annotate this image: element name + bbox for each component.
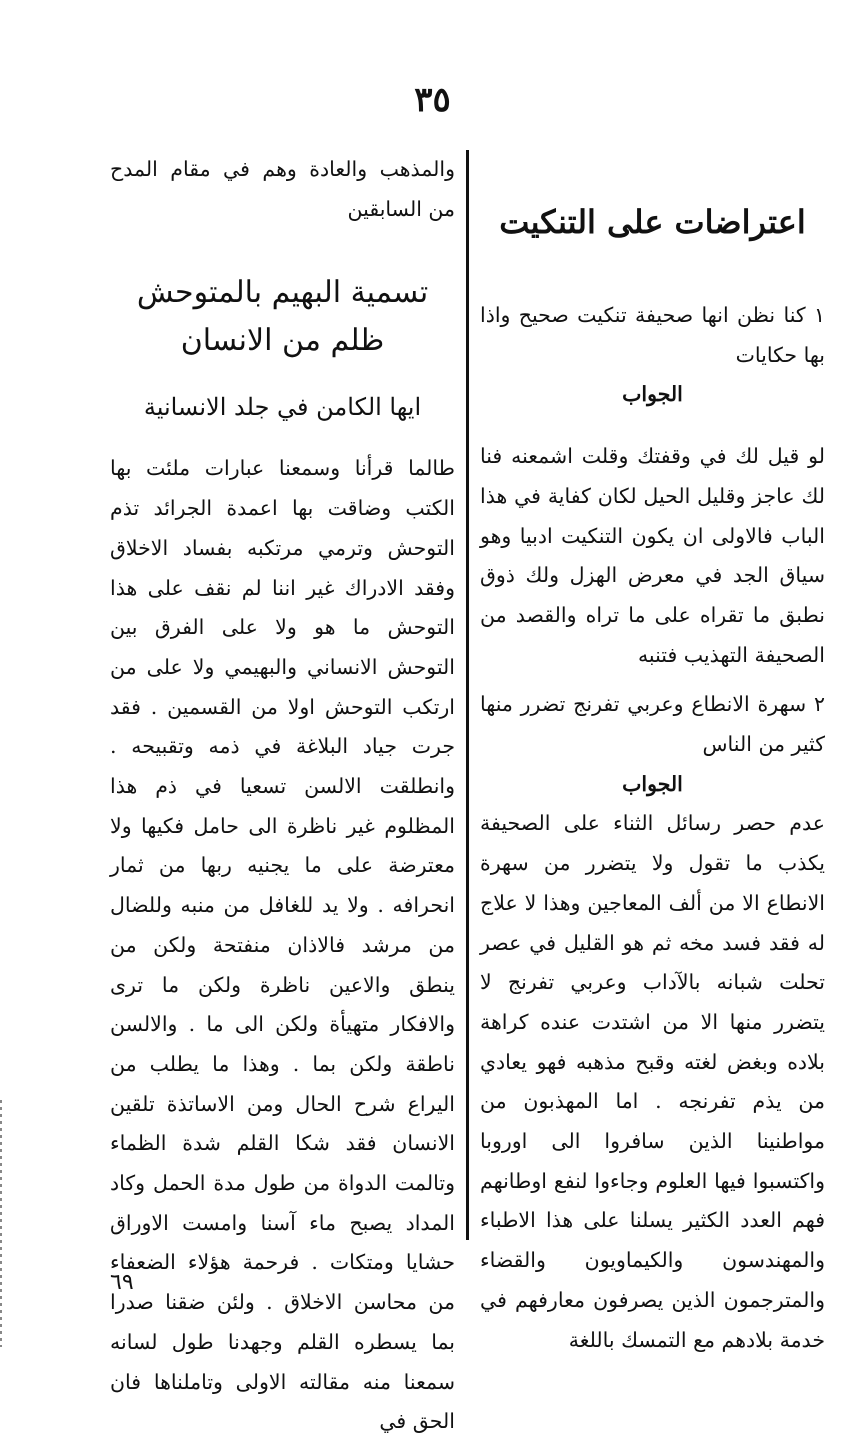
answer-label-1: الجواب (622, 382, 683, 407)
scan-edge-mark (0, 1100, 2, 1347)
left-column (110, 150, 455, 1442)
page-number-bottom: ٦٩ (110, 1270, 134, 1295)
article-heading-objections: اعتراضات على التنكيت (499, 203, 806, 241)
question-2: ٢ سهرة الانطاع وعربي تفرنج تضرر منها كثير من الناس (480, 692, 825, 757)
page-number-top: ٣٥ (414, 80, 451, 120)
right-column (480, 150, 825, 1360)
answer-label-2: الجواب (622, 771, 683, 796)
answer-2: عدم حصر رسائل الثناء على الصحيفة يكذب ما تقول ولا يتضرر من سهرة الانطاع الا من ألف المعاجين وهذا لا علاج له فقد فسد مخه ثم هو القليل في عصر تحلت شبانه بالآداب وعربي تفرنج لا يتضرر منها الا من اشتدت عنده كراهة بلاده وبغض لغته وقبح مذهبه فهو يعادي من يذم تفرنجه . اما المهذبون من مواطنينا الذين سافروا الى اوروبا واكتسبوا فيها العلوم وجاءوا لنفع اوطانهم فهم العدد الكثير يسلنا على هذا الاطباء والمهندسون والكيماويون والقضاء والمترجمون الذين يصرفون معارفهم في خدمة بلادهم مع التمسك باللغة (480, 811, 825, 1352)
article-subtitle: ايها الكامن في جلد الانسانية (143, 393, 422, 422)
article-title-line-1: تسمية البهيم بالمتوحش (136, 275, 429, 311)
continuation-text: والمذهب والعادة وهم في مقام المدح من السابقين (110, 157, 455, 221)
answer-1: لو قيل لك في وقفتك وقلت اشمعنه فنا لك عاجز وقليل الحيل لكان كفاية في هذا الباب فالاولى ان يكون التنكيت ادبيا وهو سياق الجد في معرض الهزل ولك ذوق نطبق ما تقراه على ما تراه والقصد من الصحيفة التهذيب فتنبه (480, 444, 825, 667)
column-divider (466, 150, 469, 1240)
article-title-line-2: ظلم من الانسان (180, 323, 385, 359)
article-body: طالما قرأنا وسمعنا عبارات ملئت بها الكتب وضاقت بها اعمدة الجرائد تذم التوحش وترمي مرتكبه بفساد الاخلاق وفقد الادراك غير اننا لم نقف على هذا التوحش ما هو ولا على الفرق بين التوحش الانساني والبهيمي ولا على من ارتكب التوحش اولا من القسمين . فقد جرت جياد البلاغة في ذمه وتقبيحه . وانطلقت الالسن تسعيا في ذم هذا المظلوم غير ناظرة الى حامل فكيها ولا معترضة على ما يجنيه ربها من ثمار انحرافه . ولا يد للغافل من منبه وللضال من مرشد فالاذان منفتحة ولكن من ينطق والاعين ناظرة ولكن ما ترى والافكار متهيأة ولكن الى ما . والالسن ناطقة ولكن بما . وهذا ما يطلب من اليراع شرح الحال ومن الاساتذة تلقين الانسان فقد شكا القلم شدة الظماء وتالمت الدواة من طول مدة الحمل وكاد المداد يصبح ماء آسنا وامست الاوراق حشايا ومتكات . فرحمة هؤلاء الضعفاء من محاسن الاخلاق . ولئن ضقنا صدرا بما يسطره القلم وجهدنا طول لسانه سمعنا منه مقالته الاولى وتاملناها فان الحق في (110, 456, 455, 1434)
question-1: ١ كنا نظن انها صحيفة تنكيت صحيح واذا بها حكايات (480, 303, 825, 367)
